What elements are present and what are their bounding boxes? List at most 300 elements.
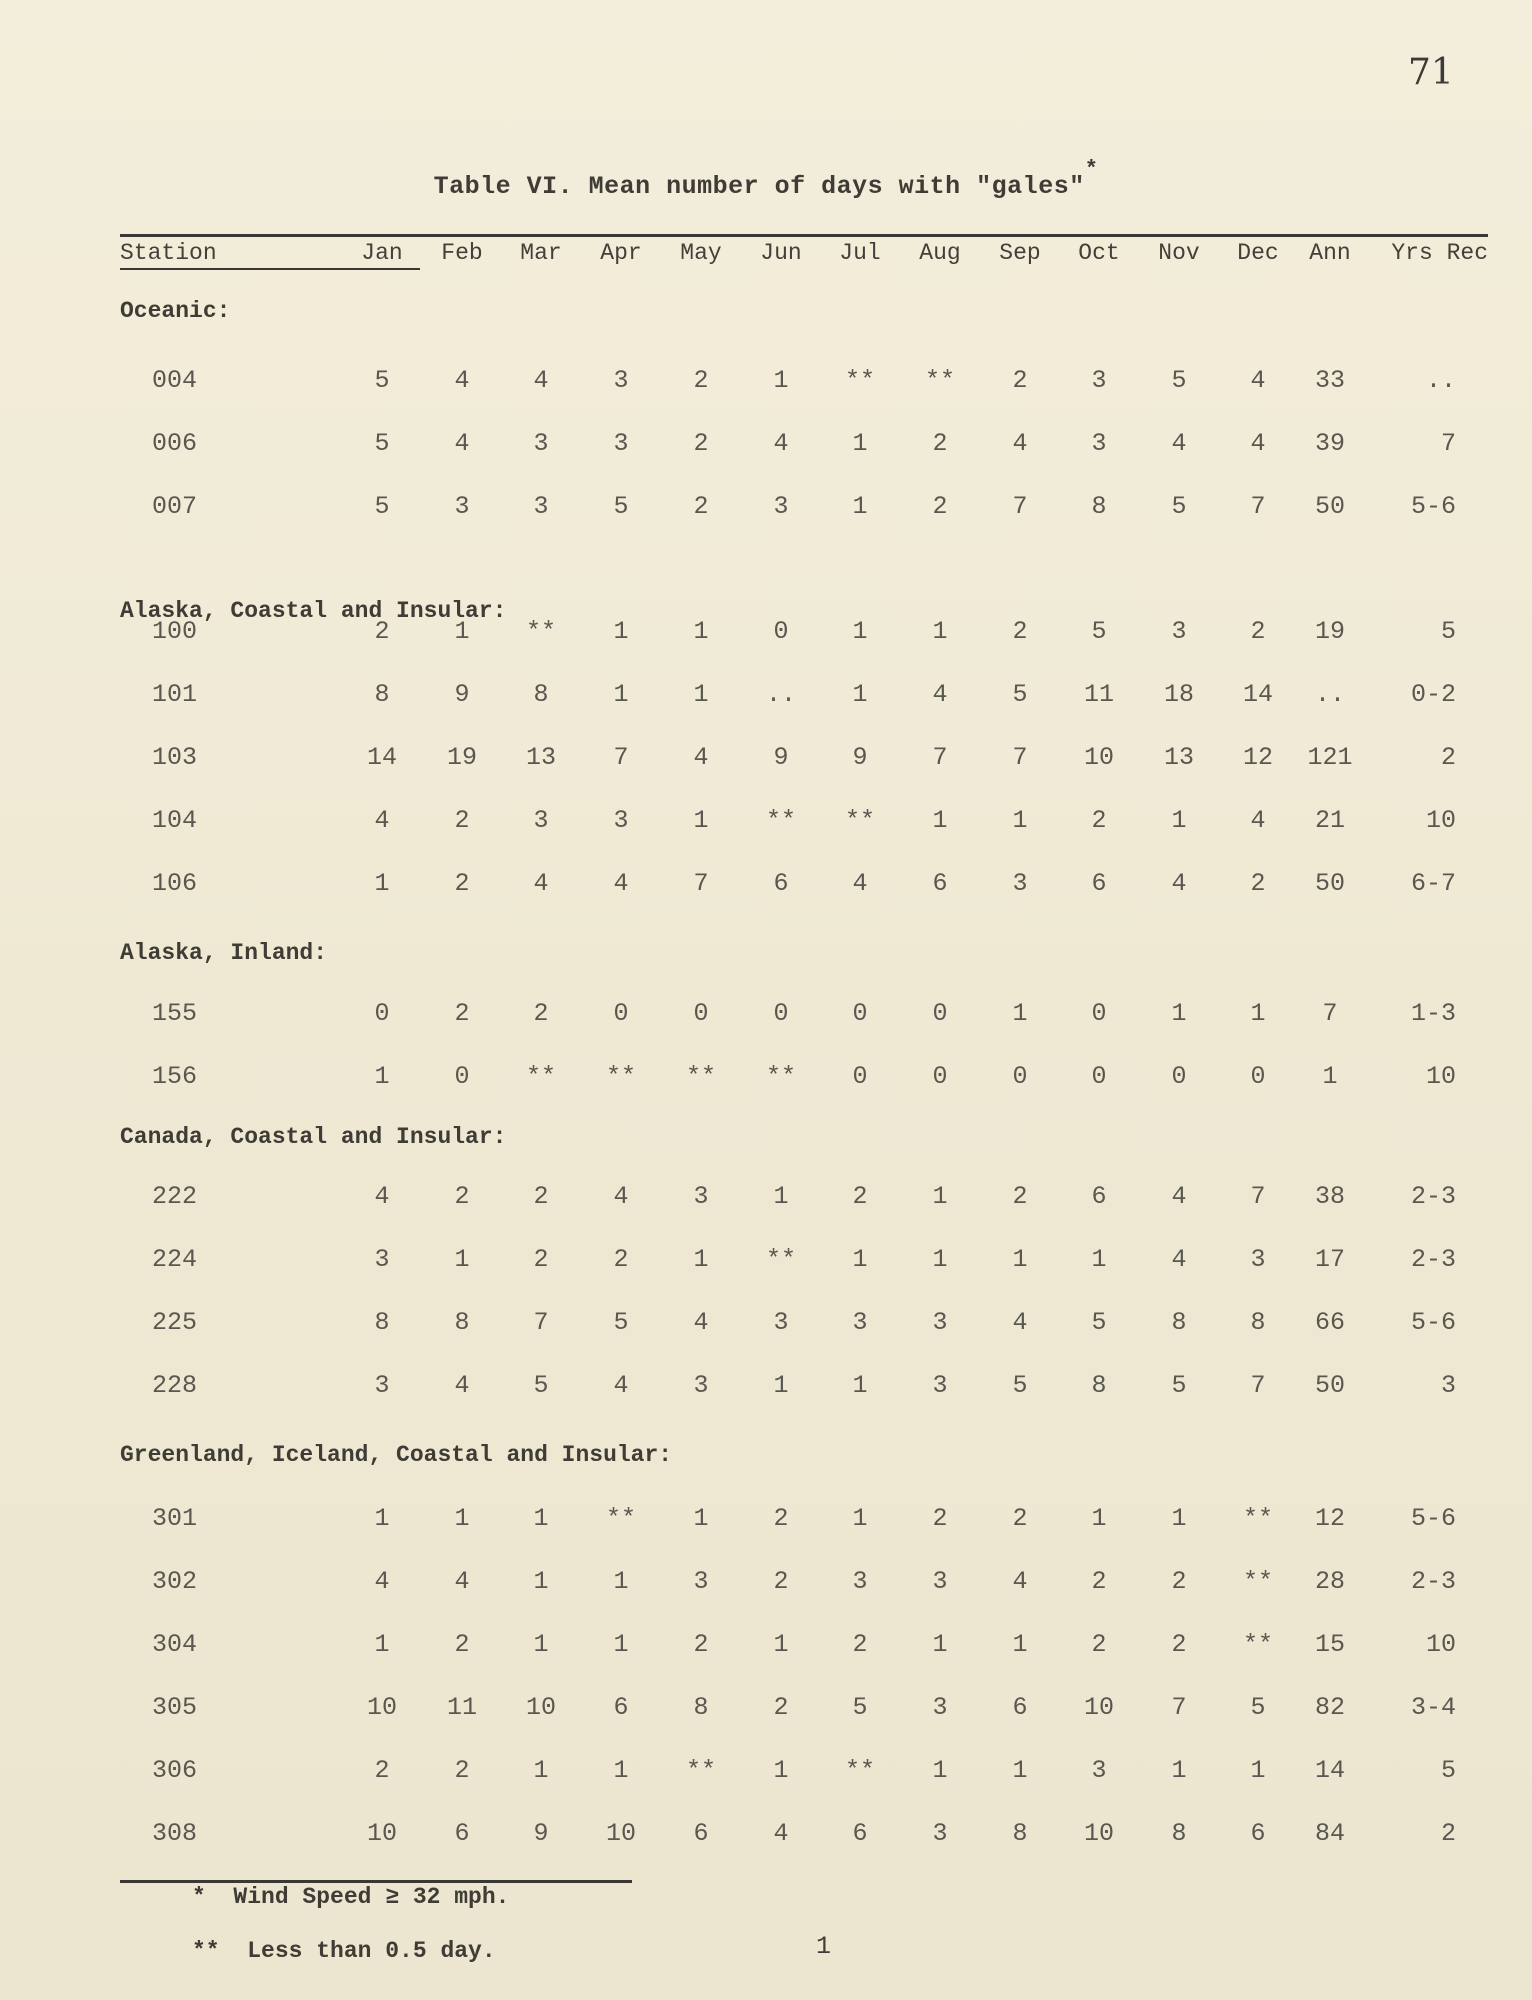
value-cell: 6 <box>773 869 789 898</box>
station-id: 308 <box>152 1819 198 1848</box>
footnote-wind-speed <box>192 1884 509 1910</box>
value-cell: ** <box>765 1245 796 1274</box>
value-cell: 3 <box>1091 1756 1107 1785</box>
value-cell: 1 <box>613 1630 629 1659</box>
value-cell: 0 <box>932 999 948 1028</box>
value-cell: 1 <box>773 366 789 395</box>
station-id: 101 <box>152 680 198 709</box>
value-cell: 2 <box>454 999 470 1028</box>
value-cell: 19 <box>446 743 477 772</box>
value-cell: 1 <box>932 617 948 646</box>
station-id: 106 <box>152 869 198 898</box>
value-cell: 8 <box>1171 1819 1187 1848</box>
value-cell: 2 <box>1250 617 1266 646</box>
table-title-text: Table VI. Mean number of days with "gales" <box>433 172 1085 201</box>
value-cell: 3 <box>1171 617 1187 646</box>
value-cell: 6 <box>613 1693 629 1722</box>
value-cell: 6 <box>1012 1693 1028 1722</box>
value-cell: ** <box>605 1062 636 1091</box>
value-cell: 1 <box>852 680 868 709</box>
value-cell: 10 <box>605 1819 636 1848</box>
value-cell: 3 <box>773 1308 789 1337</box>
station-id: 224 <box>152 1245 198 1274</box>
value-cell: 1 <box>374 1504 390 1533</box>
value-cell: 6 <box>693 1819 709 1848</box>
value-cell: 1 <box>852 1504 868 1533</box>
value-cell: 3 <box>932 1819 948 1848</box>
footnote-rule <box>120 1880 632 1883</box>
table-row <box>0 1504 1532 1538</box>
value-cell: 2 <box>693 366 709 395</box>
table-row <box>0 1567 1532 1601</box>
value-cell: 1 <box>1091 1504 1107 1533</box>
yrs-rec-cell: 10 <box>1425 1062 1456 1091</box>
value-cell: 3 <box>773 492 789 521</box>
value-cell: 1 <box>932 1245 948 1274</box>
value-cell: ** <box>685 1756 716 1785</box>
value-cell: 50 <box>1314 1371 1345 1400</box>
value-cell: 4 <box>454 1567 470 1596</box>
yrs-rec-cell: 7 <box>1440 429 1456 458</box>
station-id: 228 <box>152 1371 198 1400</box>
station-id: 225 <box>152 1308 198 1337</box>
value-cell: 5 <box>374 366 390 395</box>
value-cell: 1 <box>1012 1245 1028 1274</box>
table-row <box>0 1693 1532 1727</box>
value-cell: 4 <box>454 366 470 395</box>
value-cell: 1 <box>1250 999 1266 1028</box>
footnote-text: Wind Speed ≥ 32 mph. <box>233 1884 510 1910</box>
value-cell: ** <box>765 806 796 835</box>
value-cell: 1 <box>454 617 470 646</box>
table-row <box>0 743 1532 777</box>
value-cell: 2 <box>613 1245 629 1274</box>
value-cell: 2 <box>533 1245 549 1274</box>
value-cell: 4 <box>1250 429 1266 458</box>
value-cell: 4 <box>533 869 549 898</box>
column-header-oct: Oct <box>1078 240 1120 266</box>
value-cell: 121 <box>1307 743 1353 772</box>
value-cell: 3 <box>932 1308 948 1337</box>
value-cell: 5 <box>1012 1371 1028 1400</box>
table-title <box>0 157 1532 201</box>
value-cell: 2 <box>932 429 948 458</box>
value-cell: 2 <box>454 1630 470 1659</box>
value-cell: 8 <box>1250 1308 1266 1337</box>
value-cell: 5 <box>1091 1308 1107 1337</box>
value-cell: 2 <box>1012 617 1028 646</box>
yrs-rec-cell: 2-3 <box>1410 1182 1456 1211</box>
value-cell: 8 <box>454 1308 470 1337</box>
value-cell: 1 <box>613 617 629 646</box>
column-header-jan: Jan <box>361 240 403 266</box>
table-row <box>0 429 1532 463</box>
value-cell: 1 <box>613 680 629 709</box>
value-cell: 7 <box>1250 1182 1266 1211</box>
value-cell: 1 <box>693 617 709 646</box>
value-cell: 2 <box>773 1504 789 1533</box>
header-top-rule <box>120 234 1488 237</box>
value-cell: 0 <box>1171 1062 1187 1091</box>
yrs-rec-cell: 6-7 <box>1410 869 1456 898</box>
value-cell: 3 <box>693 1371 709 1400</box>
value-cell: 17 <box>1314 1245 1345 1274</box>
value-cell: 15 <box>1314 1630 1345 1659</box>
value-cell: 3 <box>1091 366 1107 395</box>
value-cell: 0 <box>773 999 789 1028</box>
value-cell: 1 <box>693 680 709 709</box>
column-header-sep: Sep <box>999 240 1041 266</box>
value-cell: 2 <box>852 1182 868 1211</box>
value-cell: 3 <box>932 1693 948 1722</box>
value-cell: ** <box>844 806 875 835</box>
value-cell: 2 <box>1091 806 1107 835</box>
value-cell: 7 <box>1012 743 1028 772</box>
table-row <box>0 680 1532 714</box>
value-cell: 2 <box>454 1182 470 1211</box>
value-cell: 1 <box>693 1504 709 1533</box>
value-cell: 2 <box>932 492 948 521</box>
station-id: 156 <box>152 1062 198 1091</box>
value-cell: 8 <box>1091 492 1107 521</box>
value-cell: 0 <box>932 1062 948 1091</box>
value-cell: 3 <box>1091 429 1107 458</box>
value-cell: 7 <box>1171 1693 1187 1722</box>
value-cell: 8 <box>374 1308 390 1337</box>
value-cell: 1 <box>1091 1245 1107 1274</box>
value-cell: 0 <box>1091 1062 1107 1091</box>
yrs-rec-cell: 1-3 <box>1410 999 1456 1028</box>
column-header-jun: Jun <box>760 240 802 266</box>
value-cell: 4 <box>613 1371 629 1400</box>
value-cell: 4 <box>374 1182 390 1211</box>
section-label: Alaska, Coastal and Insular: <box>120 598 507 624</box>
value-cell: 9 <box>852 743 868 772</box>
value-cell: 0 <box>852 999 868 1028</box>
value-cell: 2 <box>852 1630 868 1659</box>
column-header-apr: Apr <box>600 240 642 266</box>
value-cell: 5 <box>374 492 390 521</box>
value-cell: 84 <box>1314 1819 1345 1848</box>
column-header-feb: Feb <box>441 240 483 266</box>
yrs-rec-cell: 5 <box>1440 1756 1456 1785</box>
table-row <box>0 617 1532 651</box>
value-cell: 1 <box>533 1504 549 1533</box>
value-cell: 10 <box>366 1693 397 1722</box>
value-cell: 8 <box>1171 1308 1187 1337</box>
footnote-less-than <box>192 1938 496 1964</box>
value-cell: 4 <box>613 1182 629 1211</box>
footer-page-number: 1 <box>816 1932 832 1961</box>
station-id: 004 <box>152 366 198 395</box>
value-cell: 0 <box>773 617 789 646</box>
footnote-mark: * <box>192 1884 206 1910</box>
value-cell: 4 <box>1012 429 1028 458</box>
yrs-rec-cell: 10 <box>1425 1630 1456 1659</box>
column-header-mar: Mar <box>520 240 562 266</box>
value-cell: 7 <box>613 743 629 772</box>
value-cell: 5 <box>1012 680 1028 709</box>
value-cell: 3 <box>693 1567 709 1596</box>
value-cell: ** <box>1242 1630 1273 1659</box>
table-row <box>0 869 1532 903</box>
value-cell: 3 <box>693 1182 709 1211</box>
value-cell: 14 <box>366 743 397 772</box>
value-cell: 5 <box>1171 1371 1187 1400</box>
value-cell: 4 <box>533 366 549 395</box>
value-cell: 7 <box>1012 492 1028 521</box>
value-cell: 1 <box>1171 1756 1187 1785</box>
value-cell: 2 <box>454 806 470 835</box>
value-cell: 12 <box>1314 1504 1345 1533</box>
value-cell: 3 <box>533 429 549 458</box>
title-footnote-mark: * <box>1084 157 1099 182</box>
value-cell: 2 <box>1012 1182 1028 1211</box>
value-cell: 1 <box>932 806 948 835</box>
value-cell: 1 <box>932 1756 948 1785</box>
value-cell: 1 <box>852 1245 868 1274</box>
yrs-rec-cell: 3-4 <box>1410 1693 1456 1722</box>
station-id: 222 <box>152 1182 198 1211</box>
value-cell: 66 <box>1314 1308 1345 1337</box>
value-cell: 6 <box>932 869 948 898</box>
value-cell: 1 <box>613 1756 629 1785</box>
value-cell: 5 <box>374 429 390 458</box>
yrs-rec-cell: 2-3 <box>1410 1567 1456 1596</box>
station-id: 305 <box>152 1693 198 1722</box>
value-cell: 5 <box>1091 617 1107 646</box>
value-cell: 4 <box>773 429 789 458</box>
yrs-rec-cell: 2-3 <box>1410 1245 1456 1274</box>
station-id: 306 <box>152 1756 198 1785</box>
value-cell: 10 <box>1083 1819 1114 1848</box>
value-cell: 1 <box>1250 1756 1266 1785</box>
value-cell: 2 <box>374 1756 390 1785</box>
value-cell: 14 <box>1242 680 1273 709</box>
value-cell: 4 <box>932 680 948 709</box>
value-cell: 10 <box>525 1693 556 1722</box>
footnote-text: Less than 0.5 day. <box>247 1938 496 1964</box>
value-cell: 3 <box>374 1245 390 1274</box>
value-cell: 82 <box>1314 1693 1345 1722</box>
section-label: Oceanic: <box>120 298 231 324</box>
value-cell: 4 <box>613 869 629 898</box>
value-cell: 0 <box>1091 999 1107 1028</box>
value-cell: 2 <box>1250 869 1266 898</box>
value-cell: 0 <box>1012 1062 1028 1091</box>
value-cell: 6 <box>1091 869 1107 898</box>
value-cell: 2 <box>533 1182 549 1211</box>
yrs-rec-cell: 2 <box>1440 743 1456 772</box>
section-label: Canada, Coastal and Insular: <box>120 1124 507 1150</box>
value-cell: 1 <box>1012 1756 1028 1785</box>
value-cell: 5 <box>533 1371 549 1400</box>
station-id: 100 <box>152 617 198 646</box>
yrs-rec-cell: 5-6 <box>1410 1504 1456 1533</box>
station-id: 103 <box>152 743 198 772</box>
value-cell: 1 <box>533 1567 549 1596</box>
value-cell: 4 <box>1171 429 1187 458</box>
value-cell: 1 <box>852 617 868 646</box>
value-cell: 7 <box>693 869 709 898</box>
value-cell: 1 <box>1171 999 1187 1028</box>
value-cell: 2 <box>1091 1630 1107 1659</box>
value-cell: 0 <box>454 1062 470 1091</box>
value-cell: 1 <box>932 1182 948 1211</box>
yrs-rec-cell: 5 <box>1440 617 1456 646</box>
value-cell: 10 <box>366 1819 397 1848</box>
value-cell: 1 <box>454 1504 470 1533</box>
value-cell: 4 <box>693 1308 709 1337</box>
value-cell: 1 <box>773 1756 789 1785</box>
value-cell: 7 <box>932 743 948 772</box>
value-cell: 10 <box>1083 1693 1114 1722</box>
value-cell: 9 <box>454 680 470 709</box>
value-cell: 2 <box>1012 1504 1028 1533</box>
table-row <box>0 1062 1532 1096</box>
value-cell: 4 <box>374 1567 390 1596</box>
column-header-jul: Jul <box>839 240 881 266</box>
value-cell: 2 <box>693 492 709 521</box>
value-cell: 5 <box>852 1693 868 1722</box>
value-cell: 6 <box>1250 1819 1266 1848</box>
value-cell: 6 <box>852 1819 868 1848</box>
value-cell: 4 <box>1012 1308 1028 1337</box>
value-cell: 1 <box>773 1371 789 1400</box>
value-cell: 12 <box>1242 743 1273 772</box>
value-cell: 8 <box>1012 1819 1028 1848</box>
table-row <box>0 999 1532 1033</box>
yrs-rec-cell: .. <box>1425 366 1456 395</box>
table-row <box>0 1630 1532 1664</box>
column-header-nov: Nov <box>1158 240 1200 266</box>
value-cell: 14 <box>1314 1756 1345 1785</box>
value-cell: 0 <box>374 999 390 1028</box>
value-cell: 0 <box>852 1062 868 1091</box>
value-cell: 4 <box>454 429 470 458</box>
value-cell: 1 <box>613 1567 629 1596</box>
value-cell: 5 <box>1250 1693 1266 1722</box>
value-cell: 2 <box>1171 1567 1187 1596</box>
table-row <box>0 366 1532 400</box>
header-bottom-rule <box>120 268 420 270</box>
value-cell: 11 <box>1083 680 1114 709</box>
value-cell: 0 <box>613 999 629 1028</box>
value-cell: 4 <box>693 743 709 772</box>
column-header-dec: Dec <box>1237 240 1279 266</box>
value-cell: .. <box>1314 680 1345 709</box>
value-cell: 1 <box>1171 1504 1187 1533</box>
value-cell: ** <box>844 366 875 395</box>
value-cell: 4 <box>1171 1182 1187 1211</box>
value-cell: 0 <box>1250 1062 1266 1091</box>
value-cell: ** <box>765 1062 796 1091</box>
value-cell: 2 <box>773 1693 789 1722</box>
value-cell: 7 <box>1250 492 1266 521</box>
value-cell: 1 <box>1012 1630 1028 1659</box>
value-cell: 3 <box>932 1567 948 1596</box>
value-cell: 3 <box>613 366 629 395</box>
value-cell: 3 <box>533 492 549 521</box>
value-cell: 3 <box>613 806 629 835</box>
value-cell: 1 <box>533 1630 549 1659</box>
value-cell: 1 <box>852 429 868 458</box>
value-cell: 1 <box>852 1371 868 1400</box>
value-cell: 6 <box>454 1819 470 1848</box>
value-cell: 3 <box>613 429 629 458</box>
station-id: 302 <box>152 1567 198 1596</box>
station-id: 104 <box>152 806 198 835</box>
value-cell: 1 <box>852 492 868 521</box>
value-cell: 50 <box>1314 492 1345 521</box>
value-cell: 1 <box>454 1245 470 1274</box>
value-cell: 1 <box>374 1062 390 1091</box>
value-cell: 2 <box>533 999 549 1028</box>
table-row <box>0 1182 1532 1216</box>
value-cell: 4 <box>1250 366 1266 395</box>
value-cell: 3 <box>852 1308 868 1337</box>
station-id: 301 <box>152 1504 198 1533</box>
value-cell: 4 <box>1171 869 1187 898</box>
value-cell: 3 <box>1250 1245 1266 1274</box>
table-row <box>0 1245 1532 1279</box>
column-header-aug: Aug <box>919 240 961 266</box>
value-cell: 4 <box>1250 806 1266 835</box>
value-cell: 8 <box>374 680 390 709</box>
value-cell: 1 <box>773 1182 789 1211</box>
station-id: 007 <box>152 492 198 521</box>
value-cell: 19 <box>1314 617 1345 646</box>
yrs-rec-cell: 5-6 <box>1410 1308 1456 1337</box>
value-cell: 4 <box>454 1371 470 1400</box>
value-cell: 1 <box>1012 806 1028 835</box>
value-cell: ** <box>525 1062 556 1091</box>
value-cell: 1 <box>932 1630 948 1659</box>
value-cell: 3 <box>852 1567 868 1596</box>
value-cell: 2 <box>374 617 390 646</box>
value-cell: 10 <box>1083 743 1114 772</box>
value-cell: 4 <box>852 869 868 898</box>
column-header-ann: Ann <box>1309 240 1351 266</box>
value-cell: 2 <box>773 1567 789 1596</box>
value-cell: ** <box>605 1504 636 1533</box>
station-id: 155 <box>152 999 198 1028</box>
value-cell: 3 <box>1012 869 1028 898</box>
station-id: 304 <box>152 1630 198 1659</box>
yrs-rec-cell: 0-2 <box>1410 680 1456 709</box>
value-cell: 2 <box>932 1504 948 1533</box>
value-cell: 5 <box>1171 492 1187 521</box>
value-cell: 11 <box>446 1693 477 1722</box>
value-cell: 13 <box>525 743 556 772</box>
value-cell: 2 <box>1171 1630 1187 1659</box>
value-cell: 2 <box>454 1756 470 1785</box>
station-id: 006 <box>152 429 198 458</box>
value-cell: 9 <box>533 1819 549 1848</box>
value-cell: 2 <box>1091 1567 1107 1596</box>
value-cell: 5 <box>1171 366 1187 395</box>
value-cell: 2 <box>454 869 470 898</box>
yrs-rec-cell: 3 <box>1440 1371 1456 1400</box>
value-cell: ** <box>685 1062 716 1091</box>
value-cell: .. <box>765 680 796 709</box>
column-header-station: Station <box>120 240 217 266</box>
value-cell: 3 <box>374 1371 390 1400</box>
yrs-rec-cell: 2 <box>1440 1819 1456 1848</box>
value-cell: 1 <box>533 1756 549 1785</box>
yrs-rec-cell: 5-6 <box>1410 492 1456 521</box>
value-cell: 33 <box>1314 366 1345 395</box>
